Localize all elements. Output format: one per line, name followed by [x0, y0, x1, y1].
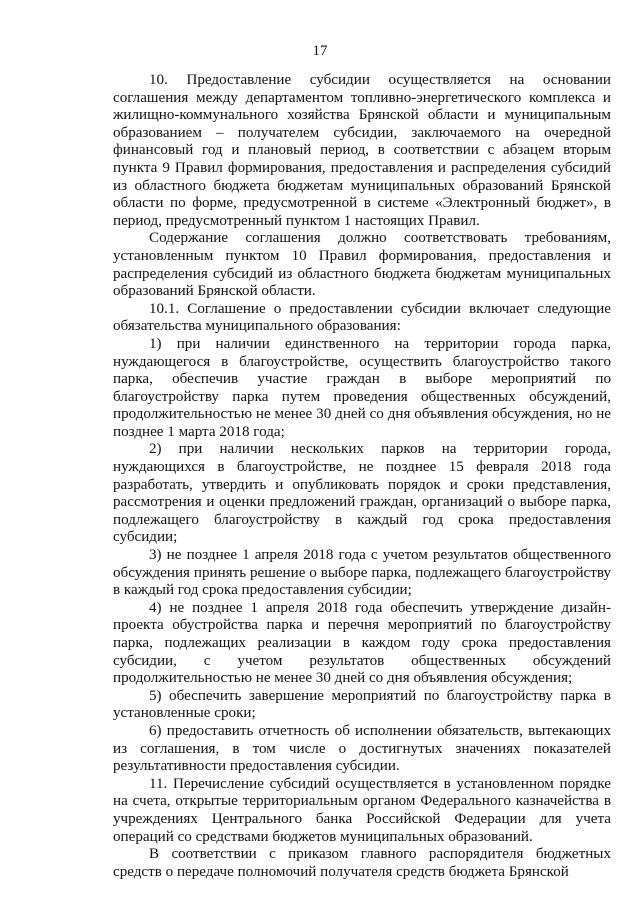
paragraph-order: В соответствии с приказом главного распорядителя бюджетных средств о передаче полномочий получателя средств бюджета Брянской — [113, 846, 611, 880]
list-item-6: 6) предоставить отчетность об исполнении обязательств, вытекающих из соглашения, в том числе о достигнутых значениях показателей результативности предоставления субсидии. — [113, 722, 611, 775]
document-body — [113, 72, 611, 881]
paragraph-10: 10. Предоставление субсидии осуществляется на основании соглашения между департаментом топливно-энергетического комплекса и жилищно-коммунального хозяйства Брянской области и муниципальным образованием – получателем субсидии, заключаемого на очередной финансовый год и плановый период, в соответствии с абзацем вторым пункта 9 Правил формирования, предоставления и распределения субсидий из областного бюджета бюджетам муниципальных образований Брянской области по форме, предусмотренной в системе «Электронный бюджет», в период, предусмотренный пунктом 1 настоящих Правил. — [113, 72, 611, 229]
paragraph-10-1: 10.1. Соглашение о предоставлении субсидии включает следующие обязательства муниципального образования: — [113, 300, 611, 335]
list-item-3: 3) не позднее 1 апреля 2018 года с учетом результатов общественного обсуждения принять решение о выборе парка, подлежащего благоустройству в каждый год срока предоставления субсидии; — [113, 547, 611, 599]
paragraph-agreement-content: Содержание соглашения должно соответствовать требованиям, установленным пунктом 10 Правил формирования, предоставления и распределения субсидий из областного бюджета бюджетам муниципальных образований Брянской области. — [113, 230, 611, 300]
page-number: 17 — [312, 43, 328, 59]
list-item-5: 5) обеспечить завершение мероприятий по благоустройству парка в установленные сроки; — [113, 687, 611, 722]
list-item-2: 2) при наличии нескольких парков на территории города, нуждающихся в благоустройстве, не позднее 15 февраля 2018 года разработать, утвердить и опубликовать порядок и сроки представления, рассмотрения и оценки предложений граждан, организаций о выборе парка, подлежащего благоустройству в каждый год срока предоставления субсидии; — [113, 441, 611, 546]
list-item-1: 1) при наличии единственного на территории города парка, нуждающегося в благоустройстве, осуществить благоустройство такого парка, обеспечив участие граждан в выборе мероприятий по благоустройству парка путем проведения общественных обсуждений, продолжительностью не менее 30 дней со дня объявления обсуждения, но не позднее 1 марта 2018 года; — [113, 335, 611, 440]
list-item-4: 4) не позднее 1 апреля 2018 года обеспечить утверждение дизайн-проекта обустройства парка и перечня мероприятий по благоустройству парка, подлежащих реализации в каждом году срока предоставления субсидии, с учетом результатов общественных обсуждений продолжительностью не менее 30 дней со дня объявления обсуждения; — [113, 599, 611, 687]
paragraph-11: 11. Перечисление субсидий осуществляется в установленном порядке на счета, открытые территориальным органом Федерального казначейства в учреждениях Центрального банка Российской Федерации для учета операций со средствами бюджетов муниципальных образований. — [113, 775, 611, 845]
